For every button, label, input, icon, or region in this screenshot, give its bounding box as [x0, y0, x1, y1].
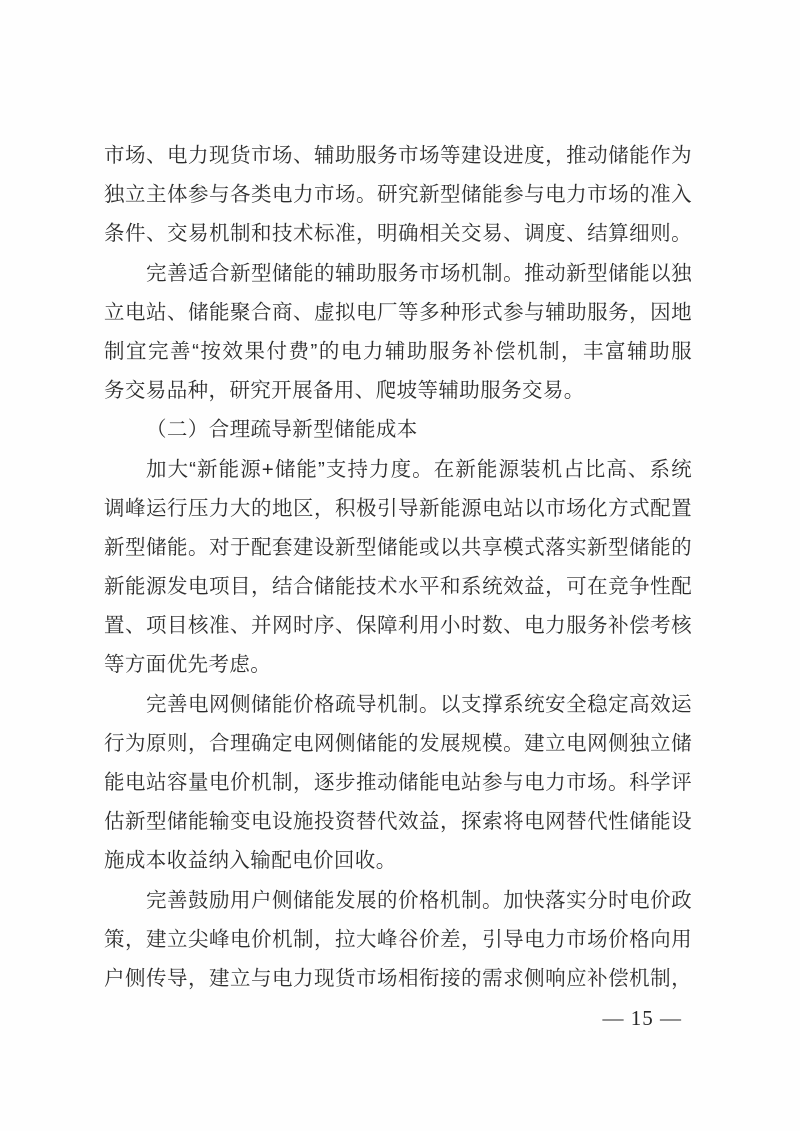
text-line: 条件、交易机制和技术标准，明确相关交易、调度、结算细则。 — [104, 222, 692, 246]
text-line: 务交易品种，研究开展备用、爬坡等辅助服务交易。 — [104, 379, 585, 403]
text-line: 新型储能。对于配套建设新型储能或以共享模式落实新型储能的 — [104, 535, 692, 559]
text-line: 能电站容量电价机制，逐步推动储能电站参与电力市场。科学评 — [104, 771, 692, 794]
document-body — [104, 136, 692, 998]
text-line: 独立主体参与各类电力市场。研究新型储能参与电力市场的准入 — [104, 183, 692, 207]
text-line: 策，建立尖峰电价机制，拉大峰谷价差，引导电力市场价格向用 — [104, 927, 692, 951]
text-line: 完善适合新型储能的辅助服务市场机制。推动新型储能以独 — [146, 261, 692, 285]
paragraph — [104, 881, 692, 999]
text-line: 立电站、储能聚合商、虚拟电厂等多种形式参与辅助服务，因地 — [104, 300, 692, 324]
text-line: 估新型储能输变电设施投资替代效益，探索将电网替代性储能设 — [104, 810, 692, 834]
text-line: 完善鼓励用户侧储能发展的价格机制。加快落实分时电价政 — [146, 888, 692, 912]
paragraph — [104, 136, 692, 254]
text-line: 等方面优先考虑。 — [104, 653, 272, 677]
text-line: 完善电网侧储能价格疏导机制。以支撑系统安全稳定高效运 — [146, 692, 692, 716]
paragraph — [104, 685, 692, 881]
text-line: 市场、电力现货市场、辅助服务市场等建设进度，推动储能作为 — [104, 144, 692, 167]
text-line: 调峰运行压力大的地区，积极引导新能源电站以市场化方式配置 — [104, 496, 692, 520]
page-number: — 15 — — [602, 1006, 682, 1030]
text-line: 行为原则，合理确定电网侧储能的发展规模。建立电网侧独立储 — [104, 731, 692, 755]
paragraph — [104, 254, 692, 411]
text-line: 制宜完善“按效果付费”的电力辅助服务补偿机制，丰富辅助服 — [104, 339, 692, 363]
text-line: 施成本收益纳入输配电价回收。 — [104, 849, 397, 873]
paragraph — [104, 450, 692, 685]
section-heading — [104, 410, 692, 449]
text-line: 加大“新能源+储能”支持力度。在新能源装机占比高、系统 — [146, 457, 692, 481]
text-line: 新能源发电项目，结合储能技术水平和系统效益，可在竞争性配 — [104, 575, 692, 599]
text-line: 户侧传导，建立与电力现货市场相衔接的需求侧响应补偿机制， — [104, 966, 692, 990]
text-line: （二）合理疏导新型储能成本 — [146, 418, 418, 442]
text-line: 置、项目核准、并网时序、保障利用小时数、电力服务补偿考核 — [104, 614, 692, 638]
